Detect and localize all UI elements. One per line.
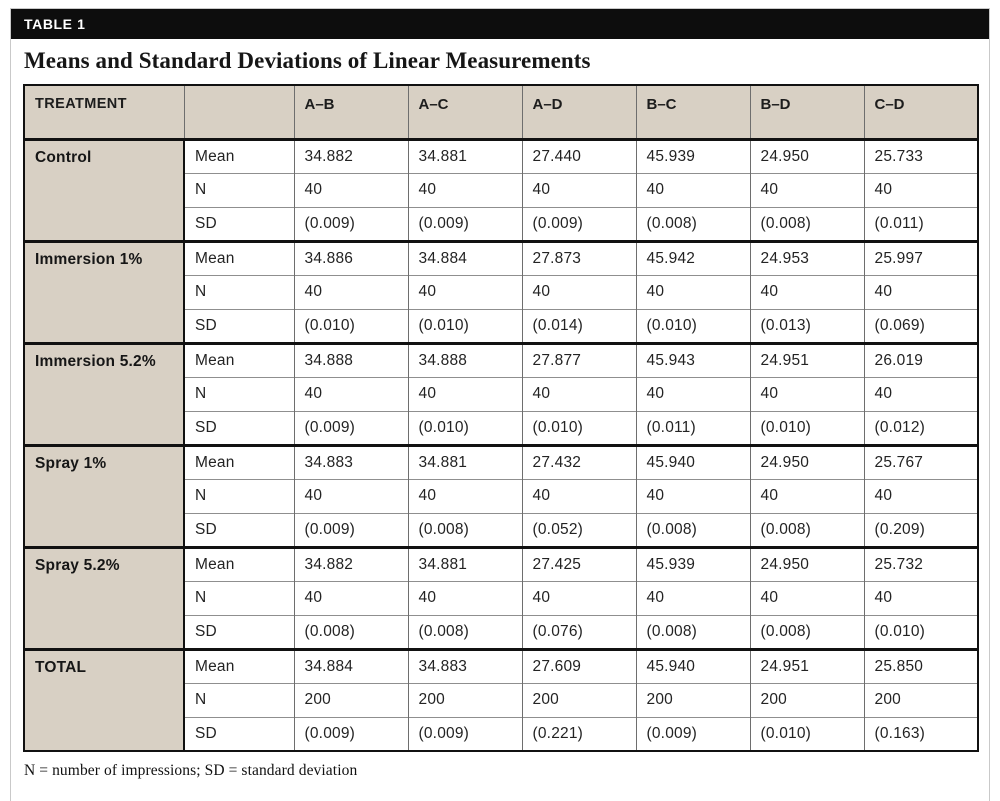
value-cell: (0.010): [408, 411, 522, 445]
value-cell: (0.010): [636, 309, 750, 343]
value-cell: 40: [636, 275, 750, 309]
value-cell: (0.008): [636, 615, 750, 649]
value-cell: 45.940: [636, 649, 750, 683]
stat-row-mean: [24, 343, 978, 377]
value-cell: (0.014): [522, 309, 636, 343]
treatment-group: [24, 445, 978, 547]
value-cell: 40: [294, 377, 408, 411]
table-number-label: TABLE 1: [24, 16, 86, 32]
stat-label-cell: SD: [184, 513, 294, 547]
value-cell: 40: [750, 377, 864, 411]
treatment-cell: Control: [24, 139, 184, 241]
value-cell: (0.052): [522, 513, 636, 547]
value-cell: (0.010): [408, 309, 522, 343]
stat-label-cell: Mean: [184, 649, 294, 683]
value-cell: 200: [636, 683, 750, 717]
value-cell: 200: [750, 683, 864, 717]
value-cell: (0.163): [864, 717, 978, 751]
value-cell: (0.209): [864, 513, 978, 547]
stat-label-cell: N: [184, 479, 294, 513]
value-cell: 25.732: [864, 547, 978, 581]
stat-label-cell: SD: [184, 309, 294, 343]
stat-row-mean: [24, 445, 978, 479]
value-cell: 45.942: [636, 241, 750, 275]
value-cell: (0.008): [294, 615, 408, 649]
value-cell: 40: [864, 581, 978, 615]
stat-label-cell: Mean: [184, 445, 294, 479]
value-cell: 200: [294, 683, 408, 717]
column-header-a-d: A–D: [522, 85, 636, 139]
footnote: N = number of impressions; SD = standard deviation: [24, 762, 358, 779]
value-cell: 34.888: [408, 343, 522, 377]
treatment-group: [24, 241, 978, 343]
value-cell: 34.883: [294, 445, 408, 479]
value-cell: 200: [408, 683, 522, 717]
value-cell: 40: [750, 275, 864, 309]
value-cell: 40: [522, 479, 636, 513]
value-cell: 27.609: [522, 649, 636, 683]
value-cell: 24.953: [750, 241, 864, 275]
value-cell: (0.010): [750, 411, 864, 445]
value-cell: 40: [522, 275, 636, 309]
value-cell: 34.882: [294, 139, 408, 173]
value-cell: 40: [636, 479, 750, 513]
value-cell: 45.943: [636, 343, 750, 377]
value-cell: (0.009): [294, 411, 408, 445]
value-cell: 24.950: [750, 445, 864, 479]
stat-label-cell: SD: [184, 207, 294, 241]
column-header-treatment: TREATMENT: [24, 85, 184, 139]
table-header: [24, 85, 978, 139]
value-cell: 40: [864, 173, 978, 207]
value-cell: 40: [636, 581, 750, 615]
value-cell: (0.010): [294, 309, 408, 343]
value-cell: 34.884: [294, 649, 408, 683]
value-cell: 27.425: [522, 547, 636, 581]
value-cell: (0.011): [636, 411, 750, 445]
value-cell: 40: [294, 479, 408, 513]
value-cell: 24.950: [750, 547, 864, 581]
value-cell: 34.881: [408, 139, 522, 173]
treatment-cell: Spray 5.2%: [24, 547, 184, 649]
value-cell: (0.010): [864, 615, 978, 649]
value-cell: 40: [408, 479, 522, 513]
column-header-b-c: B–C: [636, 85, 750, 139]
value-cell: (0.008): [750, 615, 864, 649]
measurements-table: [23, 84, 979, 752]
value-cell: 40: [750, 173, 864, 207]
value-cell: (0.009): [408, 207, 522, 241]
value-cell: (0.008): [408, 513, 522, 547]
value-cell: 25.997: [864, 241, 978, 275]
value-cell: (0.011): [864, 207, 978, 241]
value-cell: 40: [294, 275, 408, 309]
value-cell: 200: [522, 683, 636, 717]
column-header-empty: [184, 85, 294, 139]
value-cell: (0.010): [522, 411, 636, 445]
value-cell: 26.019: [864, 343, 978, 377]
value-cell: 24.951: [750, 649, 864, 683]
stat-label-cell: SD: [184, 717, 294, 751]
value-cell: (0.009): [294, 207, 408, 241]
value-cell: (0.221): [522, 717, 636, 751]
value-cell: 40: [408, 377, 522, 411]
value-cell: 27.432: [522, 445, 636, 479]
table-card: [10, 8, 990, 801]
treatment-cell: Immersion 5.2%: [24, 343, 184, 445]
value-cell: 40: [636, 173, 750, 207]
value-cell: (0.009): [294, 717, 408, 751]
stat-label-cell: N: [184, 173, 294, 207]
value-cell: (0.009): [294, 513, 408, 547]
stat-label-cell: Mean: [184, 241, 294, 275]
value-cell: (0.013): [750, 309, 864, 343]
column-header-a-b: A–B: [294, 85, 408, 139]
value-cell: 40: [294, 581, 408, 615]
value-cell: 34.881: [408, 445, 522, 479]
stat-label-cell: N: [184, 377, 294, 411]
value-cell: 34.882: [294, 547, 408, 581]
column-header-c-d: C–D: [864, 85, 978, 139]
table-number-bar: [11, 9, 989, 39]
value-cell: (0.008): [636, 513, 750, 547]
value-cell: (0.009): [522, 207, 636, 241]
value-cell: 45.939: [636, 139, 750, 173]
value-cell: 25.733: [864, 139, 978, 173]
value-cell: 40: [408, 275, 522, 309]
stat-row-mean: [24, 241, 978, 275]
value-cell: 40: [522, 173, 636, 207]
treatment-group: [24, 649, 978, 751]
value-cell: (0.009): [408, 717, 522, 751]
treatment-group: [24, 547, 978, 649]
value-cell: 25.850: [864, 649, 978, 683]
table-title: Means and Standard Deviations of Linear Measurements: [24, 48, 591, 73]
value-cell: 40: [750, 479, 864, 513]
stat-label-cell: N: [184, 275, 294, 309]
column-header-b-d: B–D: [750, 85, 864, 139]
value-cell: 40: [864, 377, 978, 411]
value-cell: 25.767: [864, 445, 978, 479]
value-cell: (0.010): [750, 717, 864, 751]
stat-label-cell: N: [184, 581, 294, 615]
value-cell: 34.883: [408, 649, 522, 683]
value-cell: 40: [522, 377, 636, 411]
value-cell: 45.940: [636, 445, 750, 479]
value-cell: 45.939: [636, 547, 750, 581]
value-cell: 40: [636, 377, 750, 411]
value-cell: 34.888: [294, 343, 408, 377]
value-cell: 40: [408, 581, 522, 615]
value-cell: 27.440: [522, 139, 636, 173]
stat-row-mean: [24, 547, 978, 581]
treatment-cell: Spray 1%: [24, 445, 184, 547]
treatment-group: [24, 343, 978, 445]
value-cell: 40: [522, 581, 636, 615]
value-cell: 27.873: [522, 241, 636, 275]
value-cell: (0.009): [636, 717, 750, 751]
value-cell: 40: [408, 173, 522, 207]
stat-row-mean: [24, 649, 978, 683]
stat-label-cell: N: [184, 683, 294, 717]
stat-label-cell: SD: [184, 411, 294, 445]
value-cell: 40: [864, 275, 978, 309]
treatment-cell: TOTAL: [24, 649, 184, 751]
value-cell: 24.950: [750, 139, 864, 173]
value-cell: 200: [864, 683, 978, 717]
value-cell: 27.877: [522, 343, 636, 377]
stat-row-mean: [24, 139, 978, 173]
column-header-a-c: A–C: [408, 85, 522, 139]
value-cell: (0.008): [750, 513, 864, 547]
header-row: [24, 85, 978, 139]
treatment-cell: Immersion 1%: [24, 241, 184, 343]
stat-label-cell: Mean: [184, 139, 294, 173]
value-cell: (0.076): [522, 615, 636, 649]
value-cell: 34.881: [408, 547, 522, 581]
value-cell: 34.884: [408, 241, 522, 275]
value-cell: (0.012): [864, 411, 978, 445]
value-cell: (0.008): [408, 615, 522, 649]
value-cell: (0.008): [750, 207, 864, 241]
stat-label-cell: SD: [184, 615, 294, 649]
value-cell: 40: [750, 581, 864, 615]
treatment-group: [24, 139, 978, 241]
value-cell: 40: [294, 173, 408, 207]
stat-label-cell: Mean: [184, 547, 294, 581]
value-cell: (0.008): [636, 207, 750, 241]
value-cell: 34.886: [294, 241, 408, 275]
stat-label-cell: Mean: [184, 343, 294, 377]
value-cell: 24.951: [750, 343, 864, 377]
value-cell: (0.069): [864, 309, 978, 343]
value-cell: 40: [864, 479, 978, 513]
